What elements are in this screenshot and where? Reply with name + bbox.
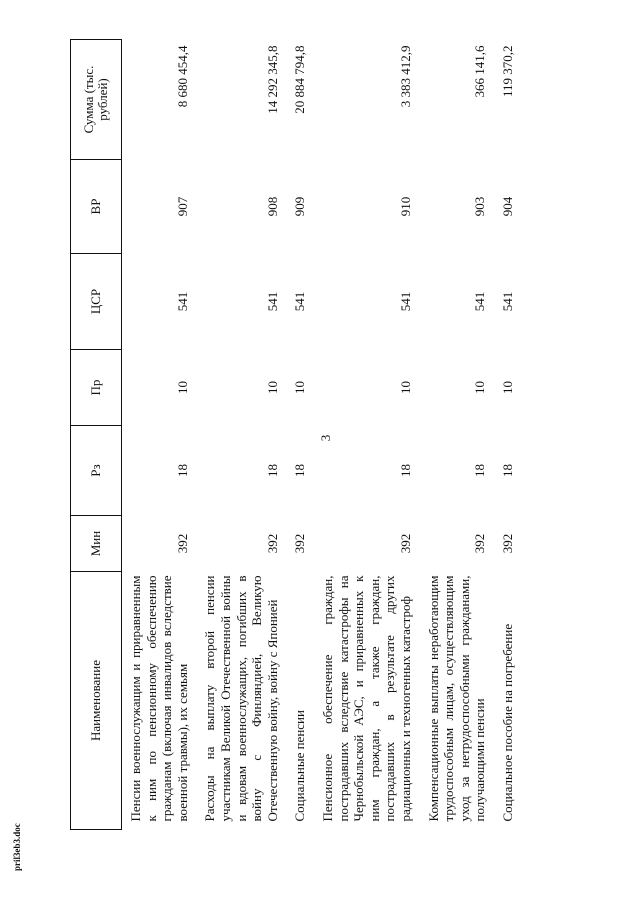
rotated-table-container <box>70 40 580 830</box>
row-rz: 18 <box>397 464 413 477</box>
header-sum: Сумма (тыс. рублей) <box>71 40 122 160</box>
row-rz: 18 <box>174 464 190 477</box>
row-vr: 903 <box>472 196 488 217</box>
header-pr: Пр <box>71 350 122 426</box>
row-rz: 18 <box>264 464 280 477</box>
row-vr: 909 <box>292 196 308 217</box>
row-sum: 366 141,6 <box>472 45 488 98</box>
header-rz: Рз <box>71 426 122 516</box>
row-csr: 541 <box>472 291 488 312</box>
row-csr: 541 <box>174 291 190 312</box>
page-number: 3 <box>318 434 333 442</box>
row-vr: 907 <box>174 196 190 217</box>
row-sum: 3 383 412,9 <box>397 45 413 108</box>
row-min: 392 <box>472 533 488 554</box>
header-min: Мин <box>71 516 122 572</box>
row-rz: 18 <box>499 464 515 477</box>
row-min: 392 <box>264 533 280 554</box>
row-name: Социальные пенсии <box>292 710 308 822</box>
row-vr: 908 <box>264 196 280 217</box>
row-pr: 10 <box>264 381 280 394</box>
budget-table <box>70 39 521 830</box>
row-pr: 10 <box>292 381 308 394</box>
row-vr: 910 <box>397 196 413 217</box>
row-min: 392 <box>292 533 308 554</box>
row-vr: 904 <box>499 196 515 217</box>
table-row <box>314 40 420 830</box>
row-pr: 10 <box>472 381 488 394</box>
header-vr: ВР <box>71 160 122 254</box>
row-name: Компенсационные выплаты неработающим трудоспособным лицам, осуществляющим уход за нетрудоспособными гражданами, получающими пенсии <box>425 575 488 822</box>
row-pr: 10 <box>499 381 515 394</box>
table-row <box>196 40 286 830</box>
row-name: Пенсии военнослужащим и приравненным к ним по пенсионному обеспечению гражданам (включая инвалидов вследствие военной травмы), их семьям <box>128 575 190 822</box>
row-rz: 18 <box>292 464 308 477</box>
row-sum: 20 884 794,8 <box>292 45 308 114</box>
row-csr: 541 <box>499 291 515 312</box>
row-sum: 14 292 345,8 <box>264 45 280 114</box>
row-sum: 119 370,2 <box>499 45 515 98</box>
table-header-row <box>71 40 122 830</box>
row-csr: 541 <box>292 291 308 312</box>
row-pr: 10 <box>174 381 190 394</box>
table-row <box>494 40 522 830</box>
file-name-footer: pril3eb3.doc <box>12 823 22 871</box>
table-row <box>420 40 494 830</box>
row-csr: 541 <box>397 291 413 312</box>
table-row <box>122 40 197 830</box>
row-name: Социальное пособие на погребение <box>499 623 515 822</box>
header-csr: ЦСР <box>71 254 122 350</box>
row-sum: 8 680 454,4 <box>174 45 190 108</box>
row-rz: 18 <box>472 464 488 477</box>
row-min: 392 <box>397 533 413 554</box>
row-name: Пенсионное обеспечение граждан, пострадавших вследствие катастрофы на Чернобыльской АЭС, и приравненных к ним граждан, а также граждан, пострадавших в результате других радиационных и техногенных катастроф <box>319 575 413 822</box>
row-csr: 541 <box>264 291 280 312</box>
row-min: 392 <box>499 533 515 554</box>
table-row <box>286 40 314 830</box>
header-name: Наименование <box>71 572 122 830</box>
row-pr: 10 <box>397 381 413 394</box>
row-min: 392 <box>174 533 190 554</box>
row-name: Расходы на выплату второй пенсии участникам Великой Отечественной войны и вдовам военнослужащих, погибших в войну с Финляндией, Великую Отечественную войну, войну с Японией <box>202 575 280 822</box>
